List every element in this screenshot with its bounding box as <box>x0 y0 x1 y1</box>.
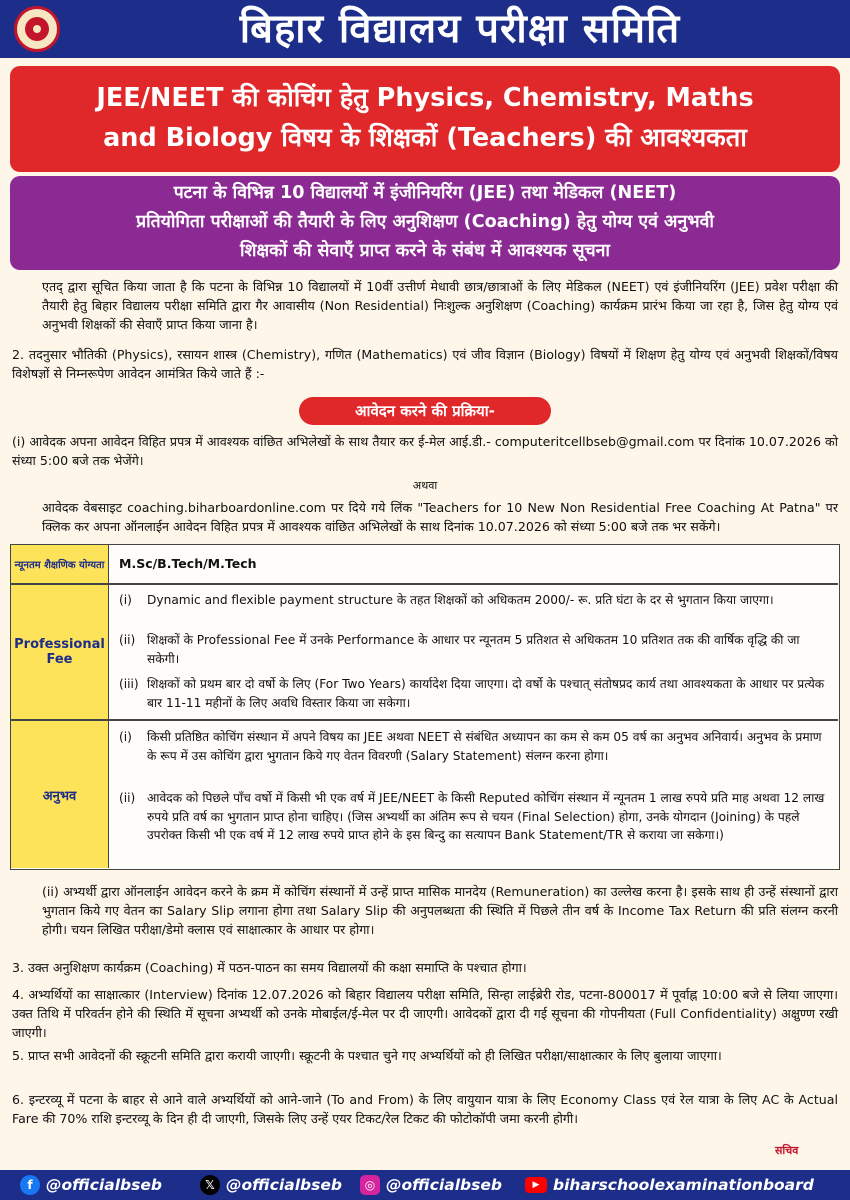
facebook-icon: f <box>20 1175 40 1195</box>
instagram-icon: ◎ <box>360 1175 380 1195</box>
x-link[interactable] <box>200 1175 342 1195</box>
qualification-value: M.Sc/B.Tech/M.Tech <box>119 556 257 571</box>
youtube-icon: ▶ <box>525 1177 547 1193</box>
experience-item <box>119 789 829 845</box>
instagram-handle: @officialbseb <box>386 1176 502 1194</box>
header-bar <box>0 0 850 58</box>
point-5: 5. प्राप्त सभी आवेदनों की स्क्रूटनी समिति द्वारा करायी जाएगी। स्क्रूटनी के पश्चात चुने गए अभ्यर्थियों को ही लिखित परीक्षा/साक्षात्कार के लिए बुलाया जाएगा। <box>12 1048 722 1063</box>
experience-cell <box>109 721 838 868</box>
fee-item-text: शिक्षकों के Professional Fee में उनके Performance के आधार पर न्यूनतम 5 प्रतिशत से अधिकतम 10 प्रतिशत तक की वार्षिक वृद्धि की जा सकेगी। <box>147 633 800 666</box>
secretary-signature: सचिव <box>775 1144 799 1157</box>
process-heading: आवेदन करने की प्रक्रिया- <box>299 397 551 425</box>
professional-fee-label: Professional Fee <box>11 585 109 719</box>
x-icon: 𝕏 <box>200 1175 220 1195</box>
requirements-table <box>10 544 840 870</box>
facebook-handle: @officialbseb <box>46 1176 162 1194</box>
fee-item-number: (iii) <box>119 677 139 691</box>
youtube-link[interactable] <box>525 1175 814 1195</box>
title-banner <box>10 66 840 172</box>
experience-label: अनुभव <box>11 721 109 868</box>
subtitle-line-2: प्रतियोगिता परीक्षाओं की तैयारी के लिए अनुशिक्षण (Coaching) हेतु योग्य एवं अनुभवी <box>136 212 714 232</box>
fee-item <box>119 675 829 712</box>
experience-item-text: किसी प्रतिष्ठित कोचिंग संस्थान में अपने विषय का JEE अथवा NEET से संबंधित अध्यापन का कम से कम 05 वर्ष का अनुभव अनिवार्य। अनुभव के प्रमाण के रूप में उस कोचिंग द्वारा भुगतान किये गए वेतन विवरणी (Salary Statement) संलग्न करना होगा। <box>147 730 822 763</box>
process-point-i: (i) आवेदक अपना आवेदन विहित प्रपत्र में आवश्यक वांछित अभिलेखों के साथ तैयार कर ई-मेल आई.डी.- computeritcellbseb@gmail.com पर दिनांक 10.07.2026 को संध्या 5:00 बजे तक भेजेंगे। <box>12 434 838 468</box>
subtitle-banner <box>10 176 840 270</box>
footer-bar <box>0 1170 850 1200</box>
subtitle-line-1: पटना के विभिन्न 10 विद्यालयों में इंजीनियरिंग (JEE) तथा मेडिकल (NEET) <box>173 183 677 203</box>
point-ii: (ii) अभ्यर्थी द्वारा ऑनलाईन आवेदन करने के क्रम में कोचिंग संस्थानों में उन्हें प्राप्त मासिक मानदेय (Remuneration) का उल्लेख करना है। इसके साथ ही उन्हें संस्थानों द्वारा भुगतान किये गए वेतन का Salary Slip लगाना होगा तथा Salary Slip की अनुपलब्धता की स्थिति में पिछले तीन वर्ष के Income Tax Return की प्रति संलग्न करनी होगी। चयन लिखित परीक्षा/डेमो क्लास एवं साक्षात्कार के आधार पर होगा। <box>42 884 838 937</box>
website-paragraph: आवेदक वेबसाइट coaching.biharboardonline.com पर दिये गये लिंक "Teachers for 10 New Non Residential Free Coaching At Patna" पर क्लिक कर अपना ऑनलाईन आवेदन विहित प्रपत्र में आवश्यक वांछित अभिलेखों के साथ दिनांक 10.07.2026 को संध्या 5:00 बजे तक भर सकेंगे। <box>42 500 838 534</box>
fee-item <box>119 591 829 610</box>
fee-item-number: (i) <box>119 593 132 607</box>
qualification-value-cell <box>109 545 838 583</box>
x-handle: @officialbseb <box>226 1176 342 1194</box>
point-6: 6. इन्टरव्यू में पटना के बाहर से आने वाले अभ्यर्थियों को आने-जाने (To and From) के लिए वायुयान यात्रा के लिए Economy Class एवं रेल यात्रा के लिए AC के Actual Fare की 70% राशि इन्टरव्यू के दिन ही दी जाएगी, जिसके लिए उन्हें एयर टिकट/रेल टिकट की फोटोकॉपी जमा करनी होगी। <box>12 1092 838 1126</box>
bseb-logo <box>14 6 60 52</box>
experience-item-number: (ii) <box>119 791 136 805</box>
fee-item <box>119 631 829 668</box>
youtube-handle: biharschoolexaminationboard <box>553 1176 814 1194</box>
instagram-link[interactable] <box>360 1175 502 1195</box>
intro-paragraph: एतद् द्वारा सूचित किया जाता है कि पटना के विभिन्न 10 विद्यालयों में 10वीं उत्तीर्ण मेधावी छात्र/छात्राओं के लिए मेडिकल (NEET) एवं इंजीनियरिंग (JEE) प्रवेश परीक्षा की तैयारी हेतु बिहार विद्यालय परीक्षा समिति द्वारा गैर आवासीय (Non Residential) निःशुल्क अनुशिक्षण (Coaching) कार्यक्रम प्रारंभ किया जा रहा है, जिस हेतु योग्य एवं अनुभवी शिक्षकों की सेवाएँ प्राप्त किया जाना है। <box>42 279 838 332</box>
experience-item <box>119 728 829 765</box>
or-text: अथवा <box>412 479 438 492</box>
fee-item-text: Dynamic and flexible payment structure के तहत शिक्षकों को अधिकतम 2000/- रू. प्रति घंटा के दर से भुगतान किया जाएगा। <box>147 593 774 607</box>
experience-item-text: आवेदक को पिछले पाँच वर्षो में किसी भी एक वर्ष में JEE/NEET के किसी Reputed कोचिंग संस्थान में न्यूनतम 1 लाख रुपये प्रति माह अथवा 12 लाख रुपये प्रति वर्ष का भुगतान प्राप्त होना चाहिए। (जिस अभ्यर्थी का अंतिम रूप से चयन (Final Selection) होगा, उनके योगदान (Joining) के पहले उपरोक्त किसी भी एक वर्ष में 12 लाख रुपये प्राप्त होने के इस बिन्दु का सत्यापन Bank Statement/TR से कराया जा सकेगा।) <box>147 791 825 842</box>
title-line-2: and Biology विषय के शिक्षकों (Teachers) की आवश्यकता <box>103 123 747 153</box>
header-title: बिहार विद्यालय परीक्षा समिति <box>239 6 681 52</box>
title-line-1: JEE/NEET की कोचिंग हेतु Physics, Chemistry, Maths <box>96 83 754 113</box>
fee-item-number: (ii) <box>119 633 136 647</box>
facebook-link[interactable] <box>20 1175 162 1195</box>
point-2: 2. तदनुसार भौतिकी (Physics), रसायन शास्त्र (Chemistry), गणित (Mathematics) एवं जीव विज्ञान (Biology) विषयों में शिक्षण हेतु योग्य एवं अनुभवी शिक्षकों/विषय विशेषज्ञों से निम्नरूपेण आवेदन आमंत्रित किये जाते हैं :- <box>12 347 838 381</box>
point-3: 3. उक्त अनुशिक्षण कार्यक्रम (Coaching) में पठन-पाठन का समय विद्यालयों की कक्षा समाप्ति के पश्चात होगा। <box>12 960 527 975</box>
point-4: 4. अभ्यर्थियों का साक्षात्कार (Interview) दिनांक 12.07.2026 को बिहार विद्यालय परीक्षा समिति, सिन्हा लाईब्रेरी रोड, पटना-800017 में पूर्वाह्न 10:00 बजे से लिया जाएगा। उक्त तिथि में परिवर्तन होने की स्थिति में सूचना अभ्यर्थी को उनके मोबाईल/ई-मेल पर दी जाएगी। आवेदकों द्वारा दी गई सूचना की गोपनीयता (Full Confidentiality) अक्षुण्ण रखी जाएगी। <box>12 987 838 1040</box>
experience-item-number: (i) <box>119 730 132 744</box>
fee-item-text: शिक्षकों को प्रथम बार दो वर्षो के लिए (For Two Years) कार्यादेश दिया जाएगा। दो वर्षो के पश्चात् संतोषप्रद कार्य तथा आवश्यकता के आधार पर प्रत्येक बार 11-11 महीनों के लिए अवधि विस्तार किया जा सकेगा। <box>147 677 825 710</box>
professional-fee-cell <box>109 585 838 719</box>
qualification-label: न्यूनतम शैक्षणिक योग्यता <box>11 545 109 583</box>
subtitle-line-3: शिक्षकों की सेवाएँ प्राप्त करने के संबंध में आवश्यक सूचना <box>240 241 610 261</box>
